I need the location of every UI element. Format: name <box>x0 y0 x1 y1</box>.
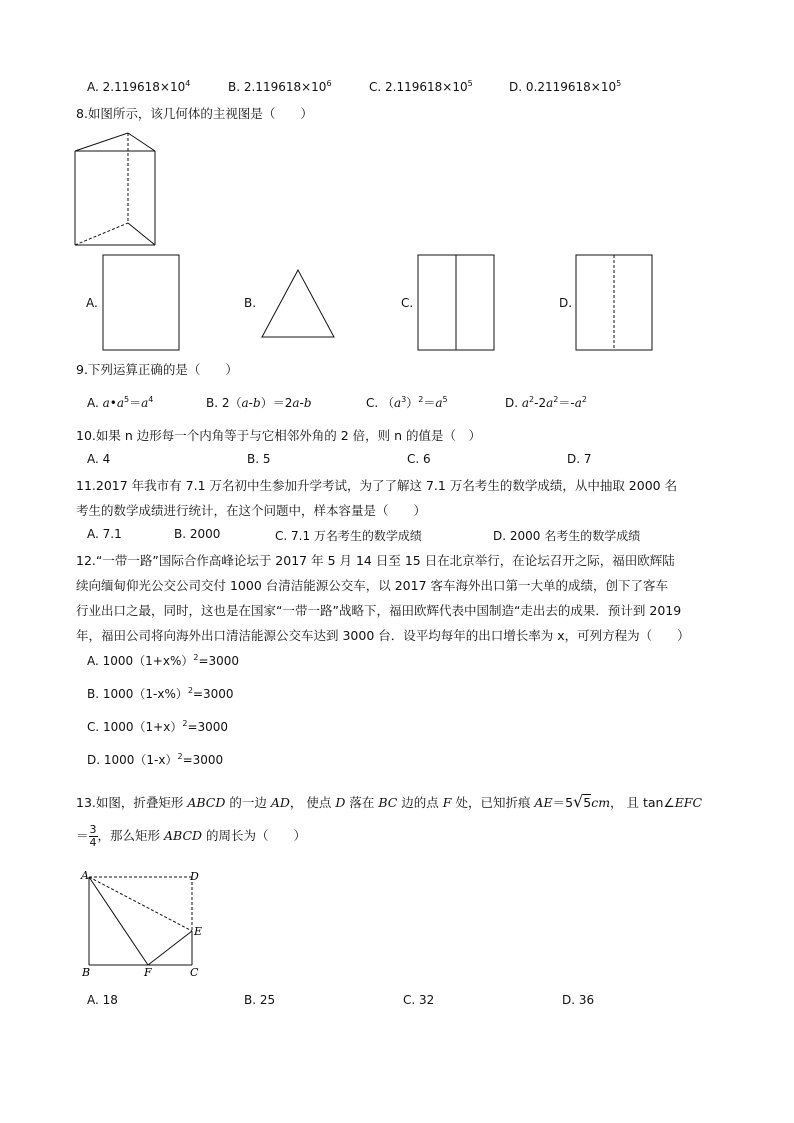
q11-option-b[interactable]: B. 2000 <box>174 527 221 541</box>
point-b-label: B <box>82 966 91 979</box>
point-c-label: C <box>190 966 199 979</box>
q13-option-c[interactable]: C. 32 <box>403 993 435 1007</box>
q11-option-a[interactable]: A. 7.1 <box>87 527 122 541</box>
q12-line-3: 行业出口之最，同时，这也是在国家“一带一路”战略下，福田欧辉代表中国制造“走出去的成果．预计到 2019 <box>76 603 682 618</box>
q10-option-c[interactable]: C. 6 <box>407 452 431 466</box>
q12-line-2: 续向缅甸仰光公交公司交付 1000 台清洁能源公交车，以 2017 客车海外出口第一大单的成绩，创下了客车 <box>76 578 669 593</box>
q13-option-a[interactable]: A. 18 <box>87 993 118 1007</box>
point-e-label: E <box>194 925 203 938</box>
q10-option-d[interactable]: D. 7 <box>567 452 592 466</box>
q7-option-c[interactable]: C. $2.119618\times 10^5$ <box>369 79 473 94</box>
q11-option-d[interactable]: D. 2000 名考生的数学成绩 <box>493 529 641 543</box>
q8-option-d-rect-dashed[interactable] <box>575 254 655 352</box>
q8-prism-figure <box>70 128 170 253</box>
q11-line-1: 11.2017 年我市有 7.1 万名初中生参加升学考试，为了了解这 7.1 万名考生的数学成绩，从中抽取 2000 名 <box>76 478 678 493</box>
q13-line-1: 13.如图，折叠矩形 ABCD 的一边 AD， 使点 D 落在 BC 边的点 F 处，已知折痕 AE＝5√5cm， 且 tan∠EFC <box>76 792 703 811</box>
q9-option-c[interactable]: C. $(a^3)^2=a^5$ <box>366 395 448 410</box>
q8-option-c-rect-solid[interactable] <box>417 254 497 352</box>
q9-option-b[interactable]: B. 2（a-b）＝2a-b <box>206 396 312 410</box>
q8-option-a-square[interactable] <box>102 254 182 352</box>
q8-stem: 8.如图所示，该几何体的主视图是（ ） <box>76 106 313 121</box>
q12-option-d[interactable]: D. $1000(1-x)^2=3000$ <box>87 752 224 767</box>
q13-option-d[interactable]: D. 36 <box>562 993 595 1007</box>
q11-option-c[interactable]: C. 7.1 万名考生的数学成绩 <box>275 529 422 543</box>
point-a-label: A <box>81 869 89 882</box>
q8-option-a-label[interactable]: A. <box>86 296 98 310</box>
q13-fold-figure <box>80 868 210 980</box>
q7-option-b[interactable]: B. $2.119618\times 10^6$ <box>228 79 332 94</box>
point-f-label: F <box>144 966 152 979</box>
q10-stem: 10.如果 n 边形每一个内角等于与它相邻外角的 2 倍，则 n 的值是（ ） <box>76 428 482 443</box>
point-d-label: D <box>190 870 199 883</box>
q13-line-2: ＝ $\frac{3}{4}$ ，那么矩形 ABCD 的周长为（ ） <box>76 823 307 849</box>
q12-option-b[interactable]: B. $1000(1-x\%)^2=3000$ <box>87 686 234 701</box>
q12-option-c[interactable]: C. $1000(1+x)^2=3000$ <box>87 719 229 734</box>
q8-option-b-label[interactable]: B. <box>244 296 257 310</box>
q8-option-d-label[interactable]: D. <box>559 296 573 310</box>
q12-line-1: 12.“一带一路”国际合作高峰论坛于 2017 年 5 月 14 日至 15 日在北京举行，在论坛召开之际，福田欧辉陆 <box>76 553 675 568</box>
q9-option-d[interactable]: D. $a^2-2a^2=-a^2$ <box>505 395 587 410</box>
q8-option-b-triangle[interactable] <box>258 268 338 340</box>
q11-line-2: 考生的数学成绩进行统计，在这个问题中，样本容量是（ ） <box>76 503 427 518</box>
sqrt-symbol: √ <box>573 792 584 811</box>
q9-stem: 9.下列运算正确的是（ ） <box>76 362 238 377</box>
q12-line-4: 年，福田公司将向海外出口清洁能源公交车达到 3000 台．设平均每年的出口增长率为 x，可列方程为（ ） <box>76 628 690 643</box>
q7-option-d[interactable]: D. $0.2119618\times 10^5$ <box>509 79 622 94</box>
fraction-three-quarters: $\frac{3}{4}$ <box>89 823 97 849</box>
q9-option-a[interactable]: A. $a•a^5=a^4$ <box>87 395 154 410</box>
q8-option-c-label[interactable]: C. <box>401 296 414 310</box>
q12-option-a[interactable]: A. $1000(1+x\%)^2=3000$ <box>87 653 240 668</box>
q7-option-a[interactable]: A. $2.119618\times 10^4$ <box>87 79 191 94</box>
q10-option-a[interactable]: A. 4 <box>87 452 111 466</box>
q10-option-b[interactable]: B. 5 <box>247 452 271 466</box>
q13-option-b[interactable]: B. 25 <box>244 993 276 1007</box>
